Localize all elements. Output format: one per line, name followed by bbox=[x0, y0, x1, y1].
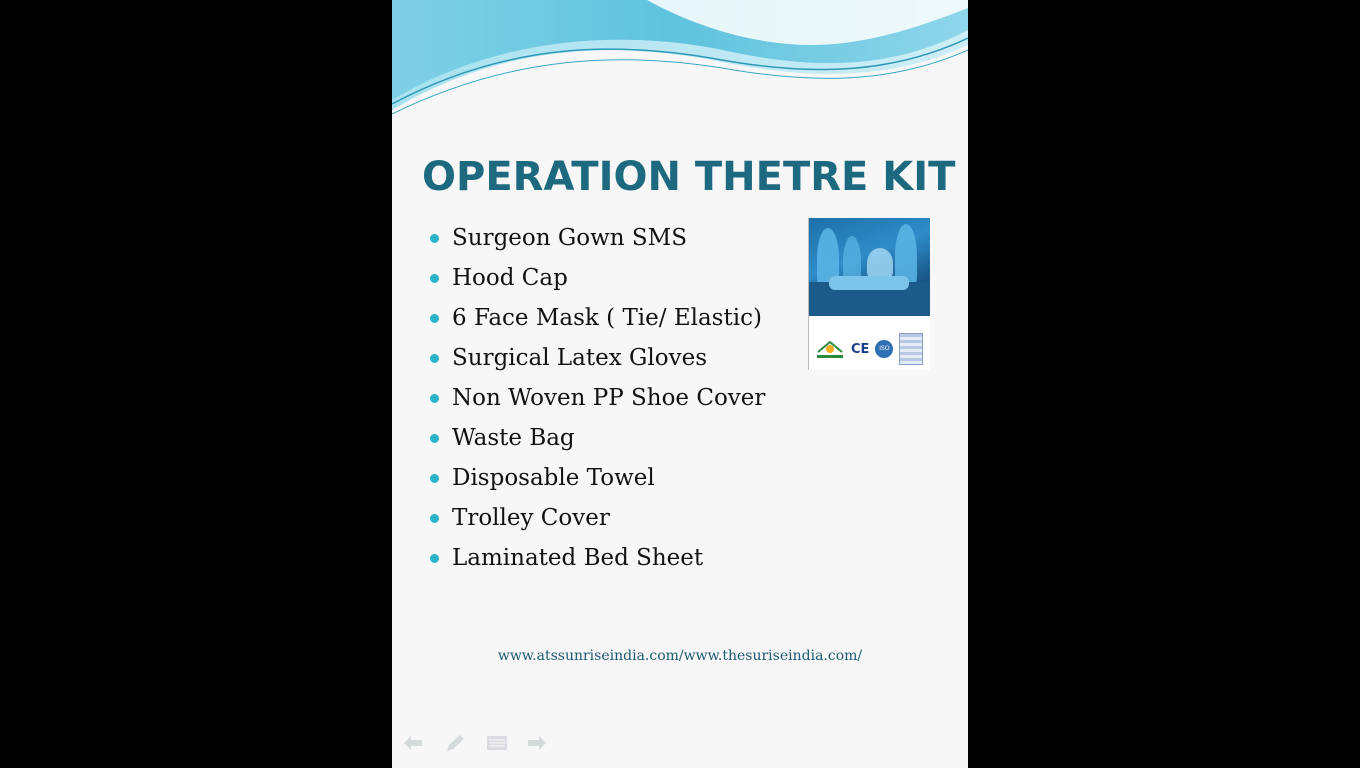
sunrise-logo bbox=[815, 338, 845, 360]
ce-mark: CE bbox=[851, 341, 870, 357]
back-arrow-icon[interactable] bbox=[402, 732, 424, 754]
list-item-text: Waste Bag bbox=[452, 425, 575, 451]
bullet-dot-icon bbox=[430, 514, 439, 523]
list-item-text: Trolley Cover bbox=[452, 505, 610, 531]
list-item bbox=[430, 458, 765, 498]
bullet-dot-icon bbox=[430, 314, 439, 323]
bullet-dot-icon bbox=[430, 274, 439, 283]
list-item bbox=[430, 218, 765, 258]
list-item bbox=[430, 538, 765, 578]
list-item-text: Hood Cap bbox=[452, 265, 568, 291]
iso-badge: ISO bbox=[875, 340, 893, 358]
list-item bbox=[430, 378, 765, 418]
bullet-dot-icon bbox=[430, 354, 439, 363]
website-url[interactable]: www.atssunriseindia.com/www.thesuriseindia.com/ bbox=[497, 648, 863, 664]
bullet-dot-icon bbox=[430, 474, 439, 483]
bullet-list bbox=[430, 218, 765, 578]
certification-logos bbox=[815, 332, 927, 366]
slide-title: OPERATION THETRE KIT bbox=[422, 154, 956, 200]
list-item-text: Disposable Towel bbox=[452, 465, 655, 491]
list-item bbox=[430, 298, 765, 338]
list-item bbox=[430, 498, 765, 538]
bullet-dot-icon bbox=[430, 554, 439, 563]
bullet-dot-icon bbox=[430, 434, 439, 443]
bullet-dot-icon bbox=[430, 234, 439, 243]
operating-room-photo bbox=[809, 218, 930, 316]
pen-icon[interactable] bbox=[444, 732, 466, 754]
list-item bbox=[430, 258, 765, 298]
list-item-text: Non Woven PP Shoe Cover bbox=[452, 385, 766, 411]
list-item-text: Surgeon Gown SMS bbox=[452, 225, 687, 251]
list-item bbox=[430, 338, 765, 378]
bullet-dot-icon bbox=[430, 394, 439, 403]
product-image bbox=[808, 218, 930, 370]
wave-header-decoration bbox=[392, 0, 968, 120]
list-item bbox=[430, 418, 765, 458]
list-item-text: 6 Face Mask ( Tie/ Elastic) bbox=[452, 305, 762, 331]
forward-arrow-icon[interactable] bbox=[526, 732, 548, 754]
slide bbox=[392, 0, 968, 768]
menu-icon[interactable] bbox=[486, 732, 508, 754]
list-item-text: Surgical Latex Gloves bbox=[452, 345, 708, 371]
product-label bbox=[899, 333, 923, 365]
list-item-text: Laminated Bed Sheet bbox=[452, 545, 704, 571]
